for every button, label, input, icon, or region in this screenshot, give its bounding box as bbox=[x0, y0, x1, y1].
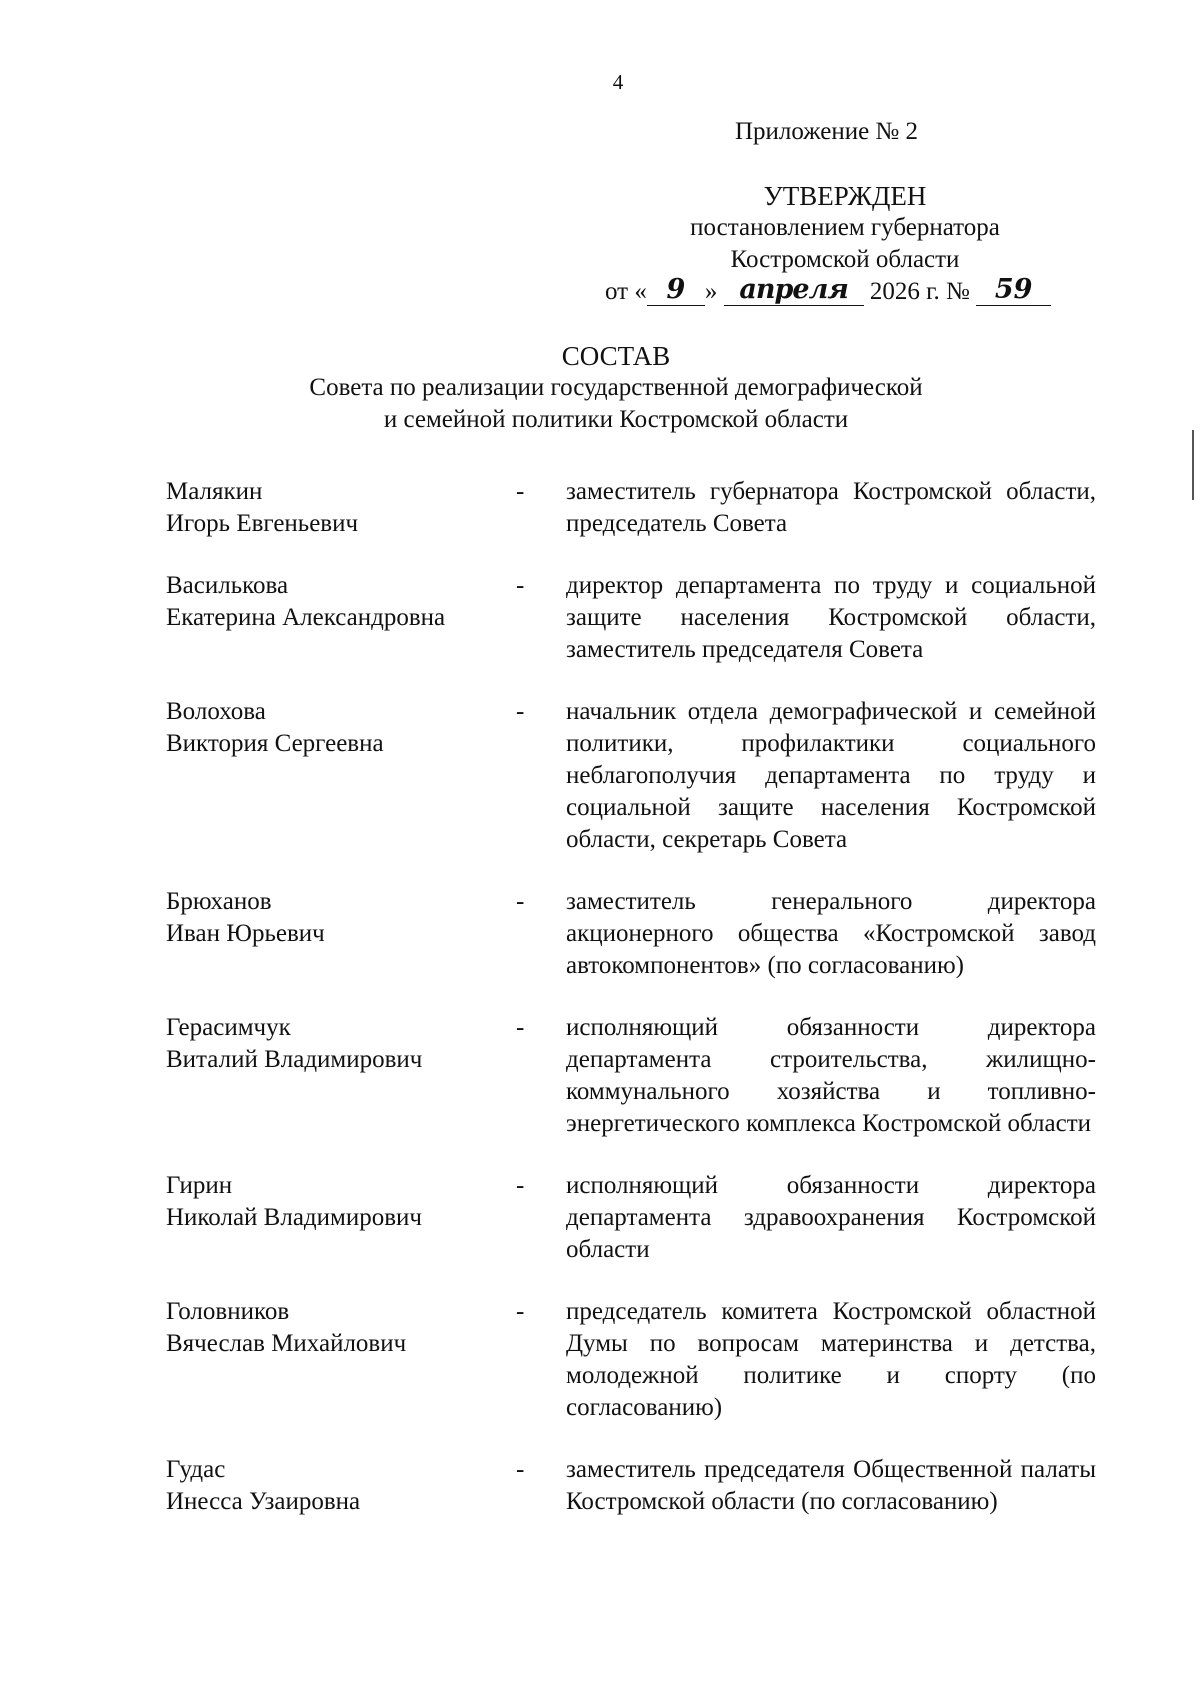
member-dash: - bbox=[516, 1298, 525, 1325]
member-row bbox=[166, 1454, 1096, 1518]
date-year: 2026 г. № bbox=[869, 278, 970, 305]
member-surname: Гирин bbox=[166, 1172, 233, 1199]
member-row bbox=[166, 1170, 1096, 1266]
approval-block bbox=[545, 180, 1145, 276]
member-given-name: Виктория Сергеевна bbox=[166, 730, 384, 757]
member-position: заместитель губернатора Костромской области, председатель Совета bbox=[566, 478, 1096, 537]
member-row bbox=[166, 1296, 1096, 1424]
approval-date-line bbox=[605, 275, 1051, 306]
member-dash: - bbox=[516, 698, 525, 725]
title-line-2: Совета по реализации государственной демографической bbox=[309, 374, 923, 401]
member-surname: Василькова bbox=[166, 572, 289, 599]
member-position: заместитель генерального директора акционерного общества «Костромской завод автокомпонентов» (по согласованию) bbox=[566, 888, 1096, 979]
member-position: директор департамента по труду и социальной защите населения Костромской области, заместитель председателя Совета bbox=[566, 572, 1096, 663]
member-position: заместитель председателя Общественной палаты Костромской области (по согласованию) bbox=[566, 1456, 1096, 1515]
member-name bbox=[166, 1454, 516, 1518]
member-row bbox=[166, 1012, 1096, 1140]
document-title bbox=[0, 340, 1200, 436]
member-row bbox=[166, 696, 1096, 856]
member-dash: - bbox=[516, 572, 525, 599]
scan-edge-mark bbox=[1192, 430, 1194, 500]
date-prefix: от « bbox=[605, 278, 647, 305]
member-dash: - bbox=[516, 1172, 525, 1199]
member-dash: - bbox=[516, 1014, 525, 1041]
member-name bbox=[166, 886, 516, 982]
approval-line-3: Костромской области bbox=[730, 246, 960, 273]
member-given-name: Вячеслав Михайлович bbox=[166, 1330, 407, 1357]
approval-title: УТВЕРЖДЕН bbox=[763, 181, 927, 211]
member-name bbox=[166, 570, 516, 666]
member-surname: Герасимчук bbox=[166, 1014, 291, 1041]
member-surname: Брюханов bbox=[166, 888, 272, 915]
member-given-name: Инесса Узаировна bbox=[166, 1488, 361, 1515]
member-surname: Волохова bbox=[166, 698, 266, 725]
member-name bbox=[166, 1296, 516, 1424]
member-name bbox=[166, 1012, 516, 1140]
member-name bbox=[166, 1170, 516, 1266]
member-given-name: Виталий Владимирович bbox=[166, 1046, 423, 1073]
member-surname: Головников bbox=[166, 1298, 290, 1325]
member-given-name: Иван Юрьевич bbox=[166, 920, 325, 947]
member-dash: - bbox=[516, 888, 525, 915]
member-given-name: Игорь Евгеньевич bbox=[166, 510, 359, 537]
member-surname: Малякин bbox=[166, 478, 263, 505]
member-position: начальник отдела демографической и семейной политики, профилактики социального неблагополучия департамента по труду и социальной защите населения Костромской области, секретарь Совета bbox=[566, 698, 1096, 853]
member-name bbox=[166, 476, 516, 540]
title-line-1: СОСТАВ bbox=[561, 341, 671, 371]
member-surname: Гудас bbox=[166, 1456, 226, 1483]
handwritten-month: апреля bbox=[724, 275, 864, 306]
member-dash: - bbox=[516, 1456, 525, 1483]
member-row bbox=[166, 476, 1096, 540]
member-dash: - bbox=[516, 478, 525, 505]
appendix-label: Приложение № 2 bbox=[735, 118, 919, 145]
member-position: исполняющий обязанности директора департамента строительства, жилищно-коммунального хозяйства и топливно-энергетического комплекса Костромской области bbox=[566, 1014, 1096, 1137]
member-row bbox=[166, 570, 1096, 666]
page-number: 4 bbox=[612, 70, 624, 94]
member-given-name: Екатерина Александровна bbox=[166, 604, 446, 631]
member-position: исполняющий обязанности директора департамента здравоохранения Костромской области bbox=[566, 1172, 1096, 1263]
member-row bbox=[166, 886, 1096, 982]
member-position: председатель комитета Костромской областной Думы по вопросам материнства и детства, молодежной политике и спорту (по согласованию) bbox=[566, 1298, 1096, 1421]
member-given-name: Николай Владимирович bbox=[166, 1204, 422, 1231]
members-list bbox=[166, 476, 1096, 1548]
approval-line-2: постановлением губернатора bbox=[690, 214, 1000, 241]
title-line-3: и семейной политики Костромской области bbox=[383, 406, 849, 433]
handwritten-day: 9 bbox=[647, 275, 705, 306]
handwritten-number: 59 bbox=[976, 275, 1051, 306]
date-mid: » bbox=[704, 278, 718, 305]
member-name bbox=[166, 696, 516, 856]
